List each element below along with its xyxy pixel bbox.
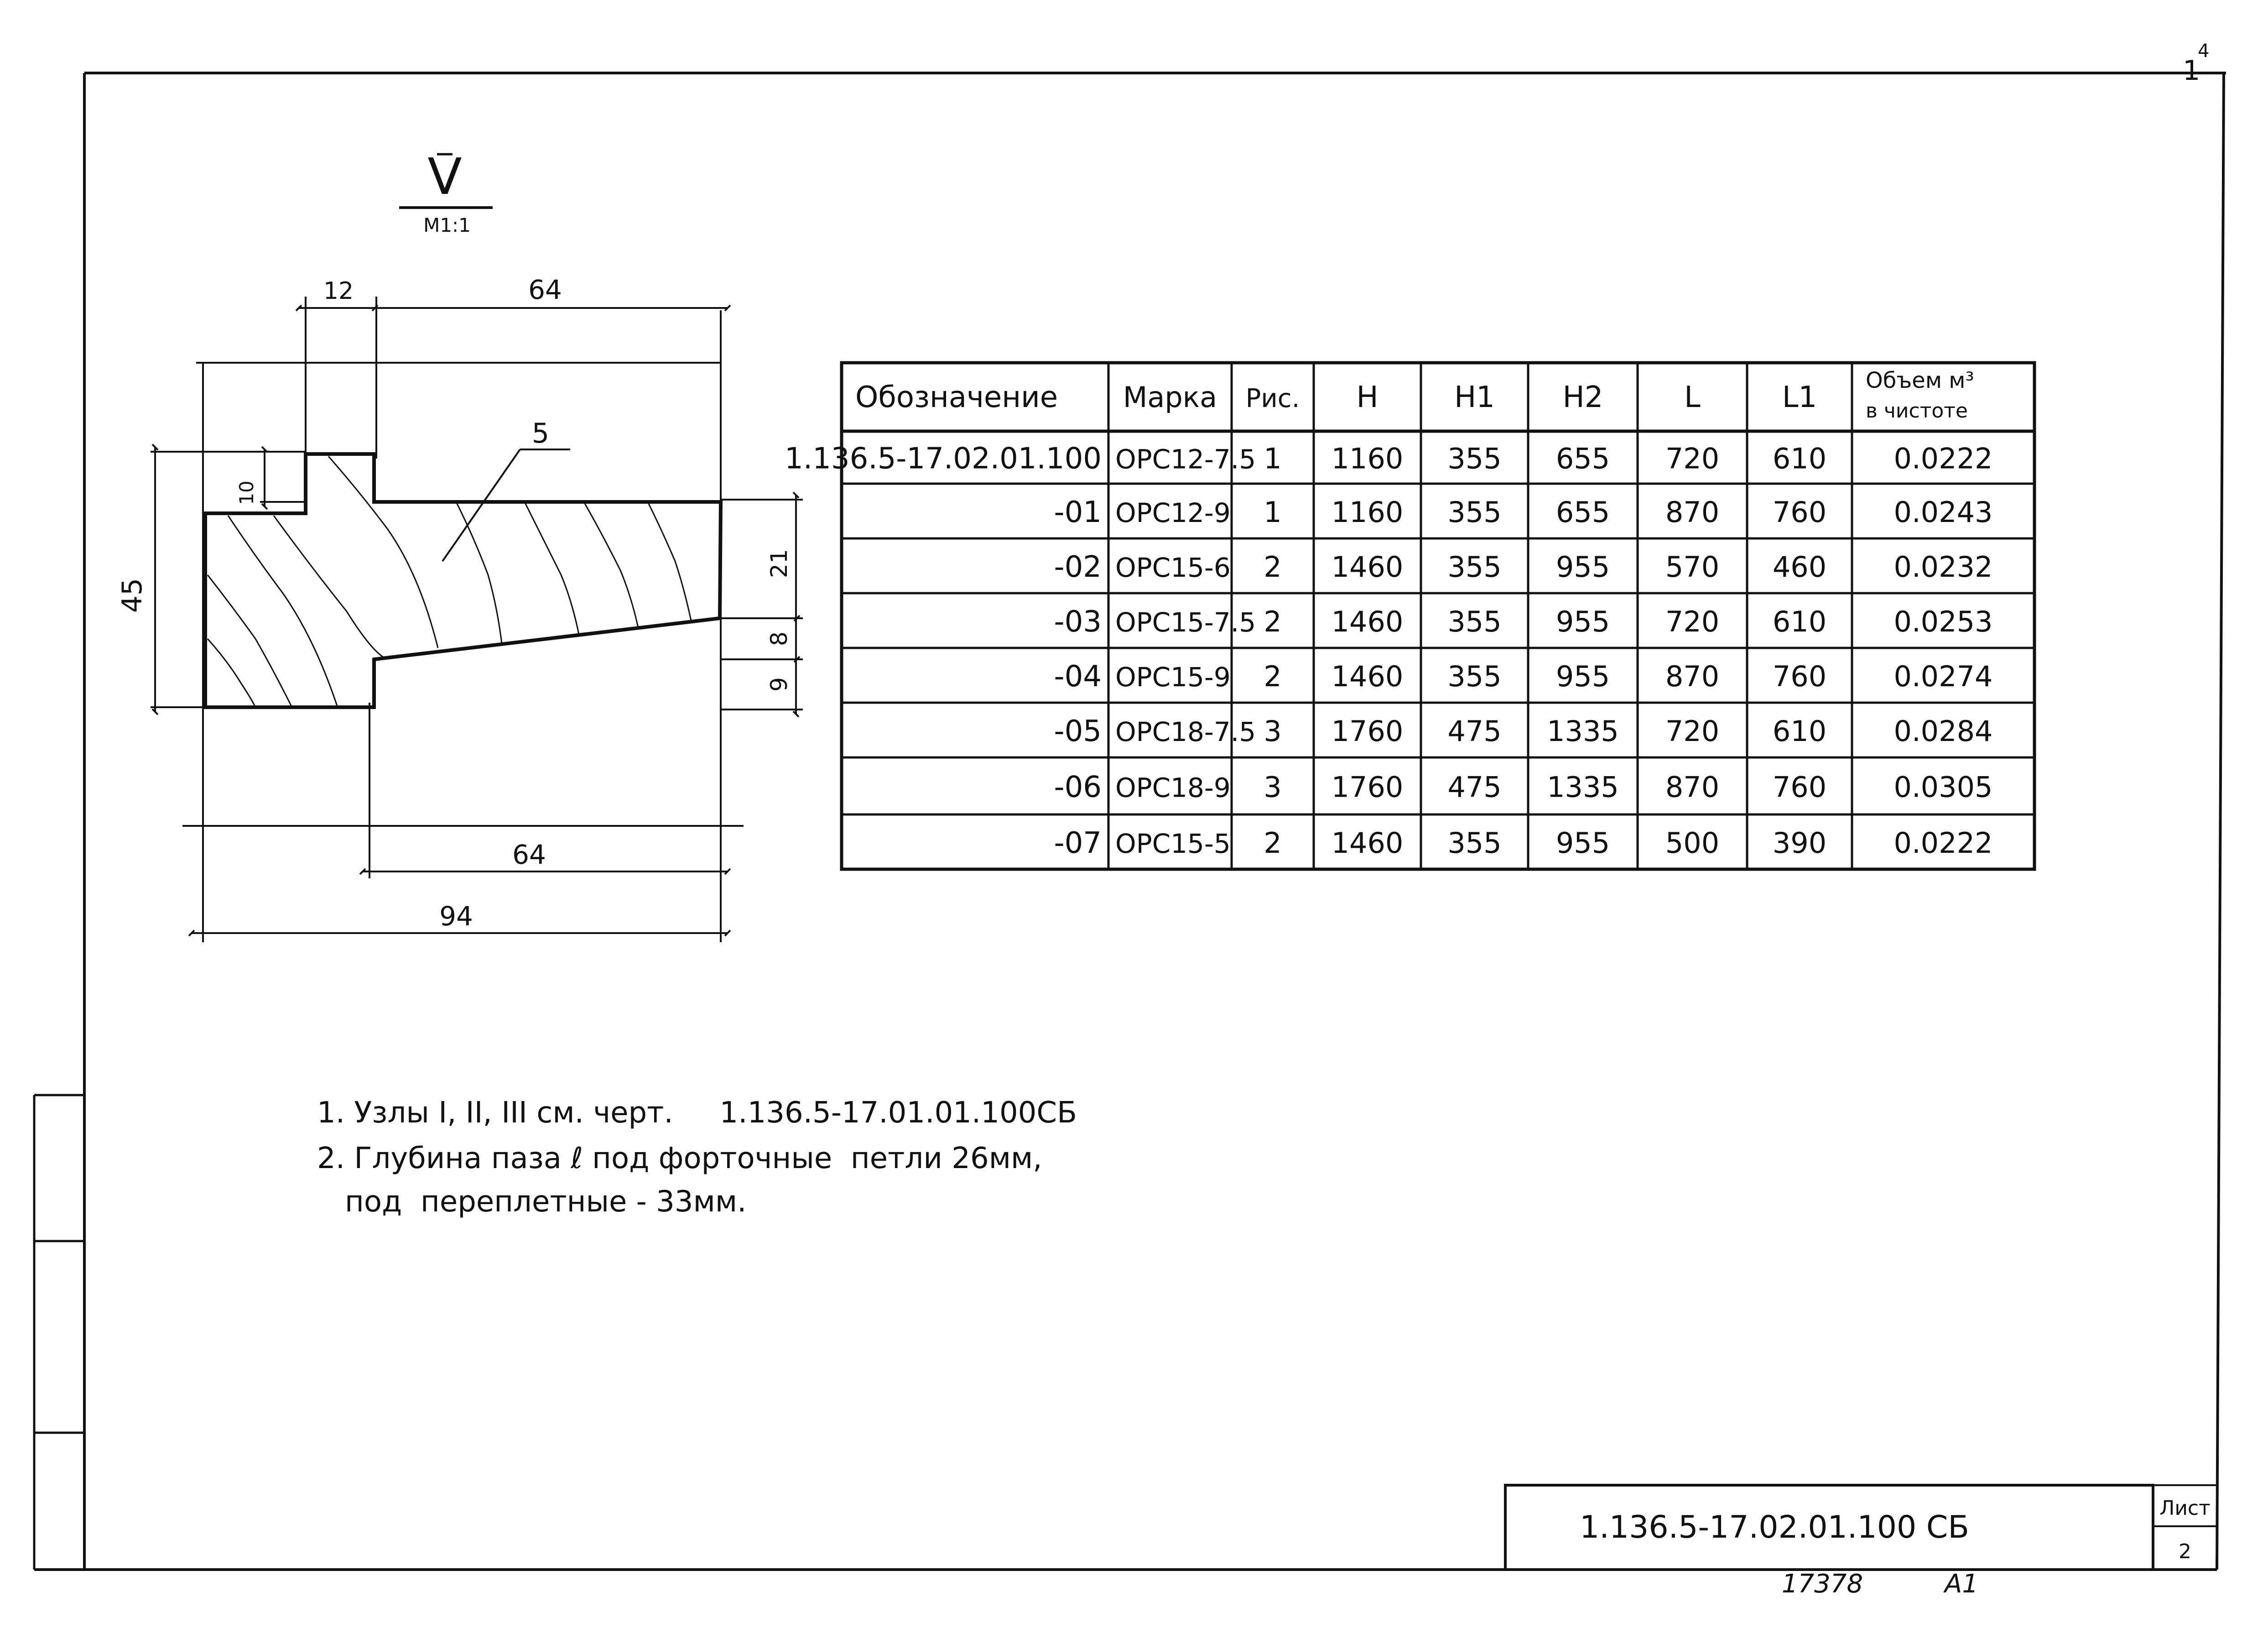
cell-h2: 655 (1555, 442, 1610, 475)
cell-h: 1460 (1331, 826, 1404, 860)
cell-fig: 3 (1264, 770, 1282, 804)
cell-l1: 760 (1772, 496, 1827, 529)
sheet-format: А1 (1945, 1569, 1978, 1599)
sheet-number: 2 (2179, 1540, 2191, 1563)
cell-mark: ОРС12-7.5 (1115, 444, 1256, 475)
cell-h1: 355 (1447, 660, 1502, 693)
cell-l1: 610 (1772, 442, 1827, 475)
cell-volume: 0.0243 (1893, 496, 1993, 529)
spec-table (785, 363, 2034, 869)
section-scale: М1:1 (423, 214, 471, 236)
title-code: 1.136.5-17.02.01.100 СБ (1579, 1509, 1970, 1545)
cell-volume: 0.0305 (1893, 770, 1993, 804)
dim-right-mid: 8 (766, 631, 792, 646)
cell-l: 720 (1665, 442, 1720, 475)
cell-h1: 475 (1447, 770, 1502, 804)
header-volume-sub: в чистоте (1866, 399, 1968, 423)
header-fig: Рис. (1245, 384, 1300, 413)
cell-h1: 355 (1447, 550, 1502, 584)
cell-h: 1160 (1331, 496, 1404, 529)
table-border (842, 363, 2034, 869)
cell-l1: 610 (1772, 605, 1827, 638)
cell-h2: 1335 (1547, 715, 1619, 748)
cell-volume: 0.0274 (1893, 660, 1993, 693)
cell-h2: 1335 (1547, 770, 1619, 804)
cell-mark: ОРС15-7.5 (1115, 607, 1256, 638)
header-mark: Марка (1123, 381, 1217, 414)
sheet-label: Лист (2159, 1497, 2211, 1520)
section-letter: V (427, 147, 462, 206)
cell-l1: 390 (1772, 826, 1827, 860)
inventory-number: 17378 (1781, 1569, 1863, 1599)
cell-designation: -05 (1054, 715, 1102, 748)
cell-h2: 955 (1555, 660, 1610, 693)
cell-h2: 955 (1555, 550, 1610, 584)
cell-volume: 0.0222 (1893, 826, 1993, 860)
cell-fig: 1 (1264, 442, 1282, 475)
cell-fig: 2 (1264, 660, 1282, 693)
sheet-frame (34, 73, 2226, 1570)
cell-mark: ОРС15-9 (1115, 662, 1231, 693)
dim-rebate: 10 (235, 480, 258, 505)
wood-grain-hatch (208, 456, 691, 707)
dim-bottom-total: 94 (439, 901, 473, 932)
cell-mark: ОРС18-9 (1115, 772, 1231, 804)
cell-volume: 0.0284 (1893, 715, 1993, 748)
header-h1: Н1 (1454, 381, 1495, 414)
cell-fig: 2 (1264, 605, 1282, 638)
cell-designation: -03 (1054, 605, 1102, 639)
cell-designation: 1.136.5-17.02.01.100 (785, 442, 1102, 476)
cell-mark: ОРС15-5 (1115, 828, 1231, 859)
cell-l: 720 (1665, 605, 1720, 638)
cell-designation: -06 (1054, 770, 1102, 804)
cell-h2: 655 (1555, 496, 1610, 529)
cell-h: 1160 (1331, 442, 1404, 475)
cell-l: 500 (1665, 826, 1720, 860)
notes (317, 1096, 1077, 1219)
note-3: под переплетные - 33мм. (317, 1185, 747, 1219)
cell-h: 1460 (1331, 550, 1404, 584)
cell-h2: 955 (1555, 605, 1610, 638)
cell-l1: 610 (1772, 715, 1827, 748)
dim-top-b: 64 (528, 274, 562, 305)
cell-fig: 1 (1264, 496, 1282, 529)
note-2: 2. Глубина паза ℓ под форточные петли 26мм, (317, 1142, 1042, 1175)
cell-volume: 0.0253 (1893, 605, 1993, 638)
cell-mark: ОРС18-7.5 (1115, 716, 1256, 747)
cell-volume: 0.0222 (1893, 442, 1993, 475)
cell-h1: 355 (1447, 442, 1502, 475)
dim-top-a: 12 (323, 277, 354, 305)
cell-h: 1760 (1331, 715, 1404, 748)
profile-section (116, 274, 803, 942)
cell-designation: -01 (1054, 496, 1102, 529)
dim-height: 45 (116, 578, 148, 613)
header-volume: Объем м³ (1866, 368, 1974, 393)
cell-l1: 760 (1772, 770, 1827, 804)
cell-volume: 0.0232 (1893, 550, 1993, 584)
cell-h: 1460 (1331, 660, 1404, 693)
cell-fig: 2 (1264, 826, 1282, 860)
cell-h: 1460 (1331, 605, 1404, 638)
cell-h: 1760 (1331, 770, 1404, 804)
header-l1: L1 (1782, 381, 1817, 414)
cell-mark: ОРС12-9 (1115, 497, 1231, 528)
cell-fig: 2 (1264, 550, 1282, 584)
cell-l1: 460 (1772, 550, 1827, 584)
cell-designation: -04 (1054, 660, 1102, 694)
cell-l: 870 (1665, 660, 1720, 693)
cell-h1: 355 (1447, 826, 1502, 860)
dim-right-bot: 9 (766, 677, 792, 692)
dim-bottom-inner: 64 (512, 839, 546, 870)
cell-h2: 955 (1555, 826, 1610, 860)
cell-h1: 355 (1447, 605, 1502, 638)
section-mark (399, 147, 493, 236)
header-h2: Н2 (1562, 381, 1603, 414)
cell-h1: 355 (1447, 496, 1502, 529)
header-l: L (1684, 381, 1701, 414)
header-h: Н (1356, 381, 1378, 414)
note-1: 1. Узлы I, II, III см. черт. 1.136.5-17.01.01.100СБ (317, 1096, 1077, 1130)
dim-right-top: 21 (766, 549, 792, 578)
sheet-corner-small: 4 (2198, 41, 2210, 62)
cell-mark: ОРС15-6 (1115, 552, 1231, 583)
cell-h1: 475 (1447, 715, 1502, 748)
profile-callout: 5 (531, 417, 550, 449)
cell-l: 870 (1665, 770, 1720, 804)
cell-designation: -07 (1054, 826, 1102, 860)
cell-l: 870 (1665, 496, 1720, 529)
cell-l: 720 (1665, 715, 1720, 748)
cell-fig: 3 (1264, 715, 1282, 748)
cell-designation: -02 (1054, 550, 1102, 584)
sheet-corner-mark: 1 (2183, 55, 2200, 87)
cell-l: 570 (1665, 550, 1720, 584)
cell-l1: 760 (1772, 660, 1827, 693)
header-designation: Обозначение (855, 381, 1058, 414)
